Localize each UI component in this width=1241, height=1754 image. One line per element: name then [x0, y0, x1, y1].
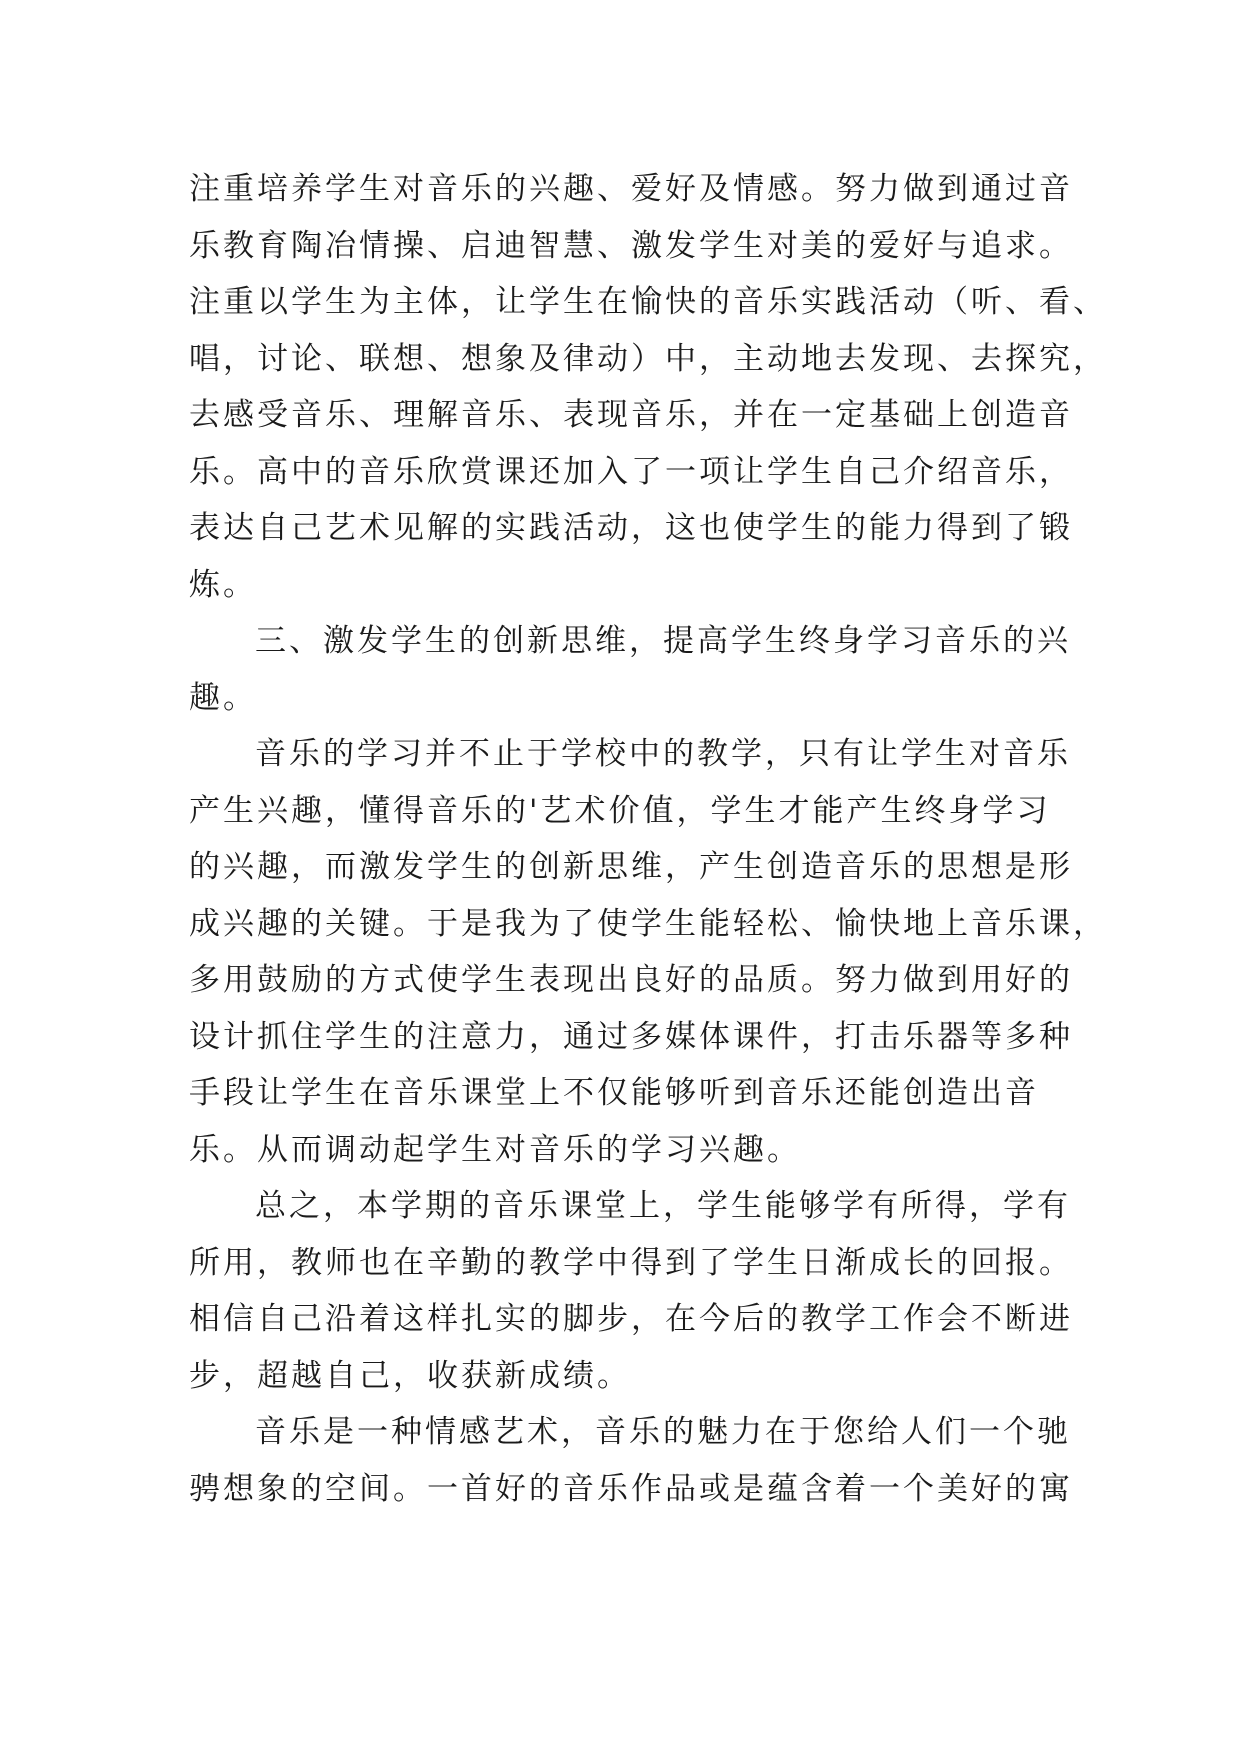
- text-line: 所用，教师也在辛勤的教学中得到了学生日渐成长的回报。: [189, 1244, 1073, 1281]
- text-line: 注重培养学生对音乐的兴趣、爱好及情感。努力做到通过音: [189, 171, 1073, 207]
- text-line: 三、激发学生的创新思维，提高学生终身学习音乐的兴: [255, 623, 1071, 659]
- text-line: 多用鼓励的方式使学生表现出良好的品质。努力做到用好的: [189, 962, 1073, 998]
- text-line: 趣。: [189, 679, 257, 716]
- text-line: 总之，本学期的音乐课堂上，学生能够学有所得，学有: [255, 1188, 1071, 1224]
- body-text: [189, 161, 1107, 1517]
- text-line: 手段让学生在音乐课堂上不仅能够听到音乐还能创造出音: [189, 1075, 1039, 1111]
- text-line: 乐教育陶冶情操、启迪智慧、激发学生对美的爱好与追求。: [189, 227, 1073, 264]
- text-line: 相信自己沿着这样扎实的脚步，在今后的教学工作会不断进: [189, 1301, 1073, 1337]
- text-line: 产生兴趣，懂得音乐的'艺术价值，学生才能产生终身学习: [189, 792, 1051, 829]
- text-line: 乐。从而调动起学生对音乐的学习兴趣。: [189, 1131, 801, 1168]
- text-line: 骋想象的空间。一首好的音乐作品或是蕴含着一个美好的寓: [189, 1470, 1073, 1507]
- text-line: 设计抓住学生的注意力，通过多媒体课件，打击乐器等多种: [189, 1018, 1073, 1055]
- text-line: 注重以学生为主体，让学生在愉快的音乐实践活动（听、看、: [189, 284, 1107, 320]
- text-line: 去感受音乐、理解音乐、表现音乐，并在一定基础上创造音: [189, 397, 1073, 433]
- text-line: 音乐是一种情感艺术，音乐的魅力在于您给人们一个驰: [255, 1414, 1071, 1450]
- text-line: 步，超越自己，收获新成绩。: [189, 1357, 631, 1394]
- text-line: 唱，讨论、联想、想象及律动）中，主动地去发现、去探究，: [189, 340, 1107, 377]
- text-line: 表达自己艺术见解的实践活动，这也使学生的能力得到了锻: [189, 510, 1073, 546]
- text-line: 乐。高中的音乐欣赏课还加入了一项让学生自己介绍音乐，: [189, 453, 1073, 490]
- text-line: 音乐的学习并不止于学校中的教学，只有让学生对音乐: [255, 736, 1071, 772]
- text-line: 的兴趣，而激发学生的创新思维，产生创造音乐的思想是形: [189, 849, 1073, 885]
- text-line: 成兴趣的关键。于是我为了使学生能轻松、愉快地上音乐课，: [189, 905, 1107, 942]
- text-line: 炼。: [189, 566, 257, 603]
